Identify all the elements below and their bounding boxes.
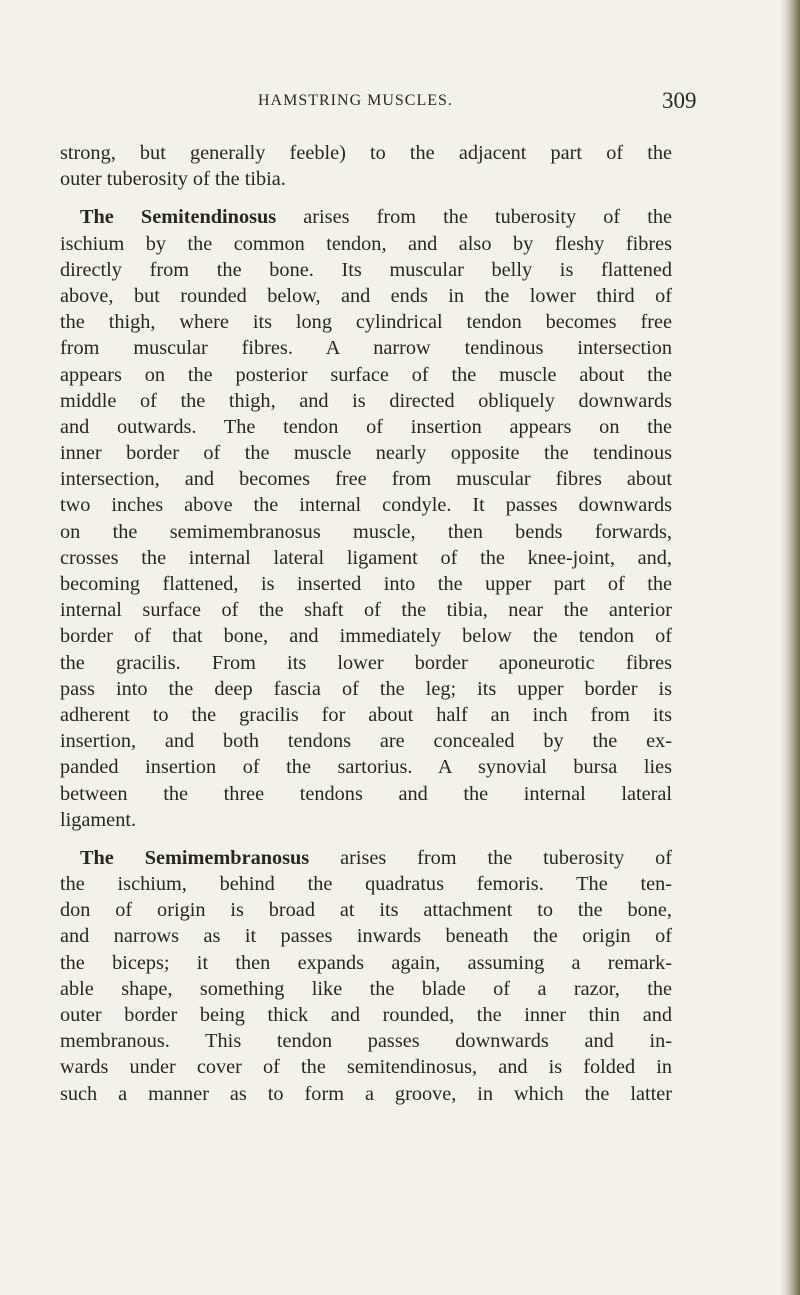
text-line: middle of the thigh, and is directed obliquely downwards <box>60 389 672 412</box>
text-line: above, but rounded below, and ends in the lower third of <box>60 284 672 307</box>
text-line: on the semimembranosus muscle, then bends forwards, <box>60 520 672 543</box>
paragraph-lead-line <box>60 204 672 230</box>
lead-line-rest: arises from the tuberosity of the <box>276 206 672 229</box>
text-line: the thigh, where its long cylindrical tendon becomes free <box>60 311 672 334</box>
text-line: border of that bone, and immediately below the tendon of <box>60 625 672 648</box>
text-line: between the three tendons and the internal lateral <box>60 782 672 805</box>
lead-line-rest: arises from the tuberosity of <box>309 846 672 869</box>
text-line: strong, but generally feeble) to the adjacent part of the <box>60 142 672 164</box>
text-line: outer border being thick and rounded, the inner thin and <box>60 1004 672 1026</box>
text-line: inner border of the muscle nearly opposite the tendinous <box>60 442 672 465</box>
text-line: wards under cover of the semitendinosus, and is folded in <box>60 1056 672 1079</box>
text-line: insertion, and both tendons are concealed by the ex- <box>60 730 672 753</box>
text-line: pass into the deep fascia of the leg; its upper border is <box>60 677 672 700</box>
text-line: intersection, and becomes free from muscular fibres about <box>60 468 672 491</box>
text-line: able shape, something like the blade of a razor, the <box>60 977 672 1000</box>
text-line: ligament. <box>60 808 137 831</box>
text-line: directly from the bone. Its muscular belly is flattened <box>60 258 672 281</box>
text-line: two inches above the internal condyle. It passes downwards <box>60 494 672 517</box>
text-line: internal surface of the shaft of the tibia, near the anterior <box>60 599 672 622</box>
body-text <box>60 140 672 1107</box>
text-line: crosses the internal lateral ligament of the knee-joint, and, <box>60 546 672 569</box>
page-header <box>58 88 697 118</box>
text-line: becoming flattened, is inserted into the upper part of the <box>60 573 672 595</box>
text-line: membranous. This tendon passes downwards and in- <box>60 1030 672 1053</box>
paragraph-lead-line <box>60 845 672 871</box>
page-number: 309 <box>662 88 697 113</box>
text-line: appears on the posterior surface of the muscle about the <box>60 363 672 386</box>
text-line: the biceps; it then expands again, assuming a remark- <box>60 951 672 974</box>
book-page-edge <box>780 0 800 1295</box>
text-line: the ischium, behind the quadratus femoris. The ten- <box>60 873 672 896</box>
running-head: HAMSTRING MUSCLES. <box>258 92 453 109</box>
text-line: outer tuberosity of the tibia. <box>60 168 286 191</box>
muscle-term-semitendinosus: The Semitendinosus <box>80 206 277 229</box>
text-line: adherent to the gracilis for about half an inch from its <box>60 703 672 726</box>
text-line: and narrows as it passes inwards beneath the origin of <box>60 925 672 948</box>
muscle-term-semimembranosus: The Semimembranosus <box>80 846 310 869</box>
text-line: the gracilis. From its lower border aponeurotic fibres <box>60 651 672 674</box>
text-line: don of origin is broad at its attachment to the bone, <box>60 899 672 922</box>
text-line: such a manner as to form a groove, in which the latter <box>60 1082 672 1105</box>
text-line: and outwards. The tendon of insertion appears on the <box>60 415 672 438</box>
text-line: from muscular fibres. A narrow tendinous intersection <box>60 337 672 360</box>
text-line: ischium by the common tendon, and also by fleshy fibres <box>60 232 672 255</box>
text-line: panded insertion of the sartorius. A synovial bursa lies <box>60 756 672 779</box>
